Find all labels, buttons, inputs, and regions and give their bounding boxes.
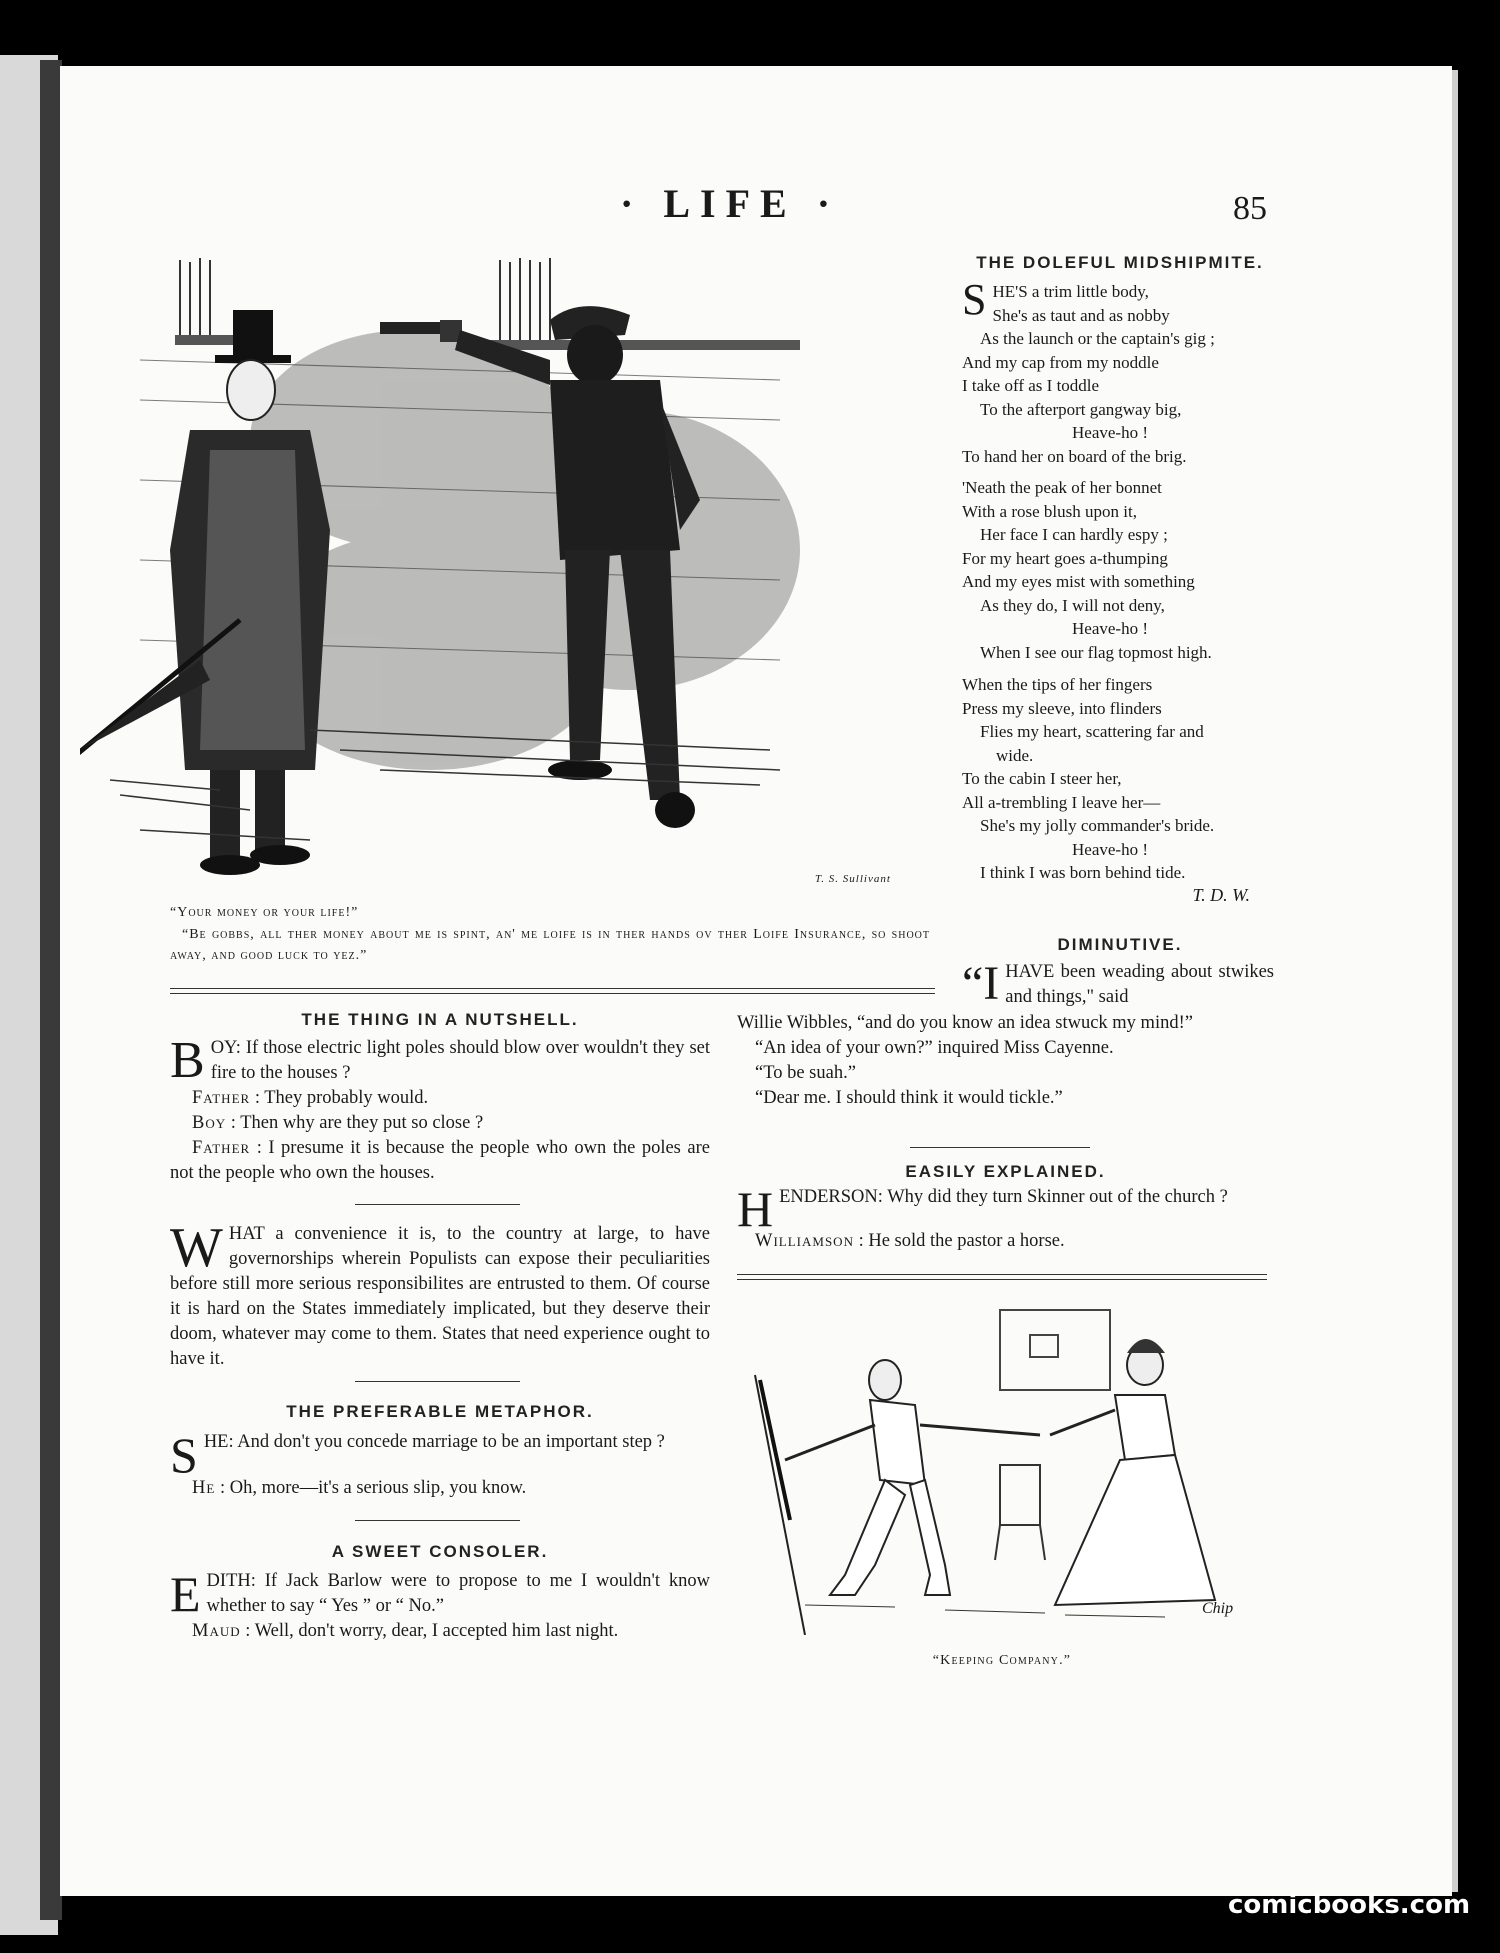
explained-text: HENDERSON: Why did they turn Skinner out of the church ? Williamson : He sold the pastor a horse. (737, 1181, 1228, 1251)
diminutive-title: DIMINUTIVE. (1057, 935, 1183, 954)
poem-signature: T. D. W. (1192, 885, 1250, 905)
robbery-illustration (80, 250, 950, 890)
consoler-text: EDITH: If Jack Barlow were to propose to me I wouldn't know whether to say “ Yes ” or “ No.” Maud : Well, don't worry, dear, I accepted him last night. (170, 1566, 710, 1641)
drop-cap: H (737, 1181, 774, 1237)
populists-text: WHAT a convenience it is, to the country at large, to have governorships wherein Populists can expose their peculiarities before still more serious responsibilites are entrusted to them. Of course it is hard on the States immediately implicated, but they deserve their doom, whatever may come to them. States that need experience ought to have it. (170, 1217, 710, 1369)
watermark: comicbooks.com (1228, 1890, 1471, 1920)
binding-edge (40, 60, 62, 1920)
section-divider (355, 1520, 520, 1521)
consoler-title: A SWEET CONSOLER. (331, 1542, 549, 1561)
drop-cap: S (962, 275, 987, 324)
explained-title: EASILY EXPLAINED. (905, 1162, 1106, 1181)
section-double-rule (170, 988, 935, 994)
nutshell-title: THE THING IN A NUTSHELL. (301, 1010, 579, 1029)
section-divider (355, 1204, 520, 1205)
drop-cap: B (170, 1032, 205, 1089)
drop-cap: “I (962, 957, 1000, 1010)
column-double-rule (737, 1274, 1267, 1280)
bottom-illustration-signature: Chip (1202, 1600, 1234, 1617)
page-number: 85 (1233, 190, 1267, 227)
diminutive-text: Willie Wibbles, “and do you know an idea stwuck my mind!” “An idea of your own?” inquired Miss Cayenne. “To be suah.” “Dear me. I should think it would tickle.” (737, 1013, 1193, 1108)
top-illustration-caption-line2: “Be gobbs, all ther money about me is spint, an' me loife is in ther hands ov ther Loife Insurance, so shoot away, and good luck to yez.” (170, 927, 930, 963)
nutshell-text: BOY: If those electric light poles should blow over wouldn't they set fire to the houses ? Father : They probably would. Boy : Then why are they put so close ? Father : I presume it is because the people who own the poles are not the people who own the houses. (170, 1032, 710, 1183)
poem-stanza-2: 'Neath the peak of her bonnet With a rose blush upon it, Her face I can hardly espy ; For my heart goes a-thumping And my eyes mist with something As they do, I will not deny, Heave-ho ! When I see our flag topmost high. (962, 478, 1212, 662)
section-divider (910, 1147, 1090, 1148)
diminutive-text-top: “IHAVE been weading about stwikes and things," said (962, 957, 1274, 1010)
poem-stanza-1: SHE'S a trim little body, She's as taut and as nobby As the launch or the captain's gig ; And my cap from my noddle I take off as I toddle To the afterport gangway big, Heave-ho ! To hand her on board of the brig. (962, 275, 1215, 466)
bottom-illustration-caption: “Keeping Company.” (932, 1653, 1072, 1668)
drop-cap: E (170, 1566, 201, 1622)
metaphor-text: SHE: And don't you concede marriage to be an important step ? He : Oh, more—it's a serious slip, you know. (170, 1427, 665, 1498)
section-divider (355, 1381, 520, 1382)
masthead: · LIFE · (620, 181, 841, 226)
poem-title: THE DOLEFUL MIDSHIPMITE. (976, 253, 1264, 272)
drop-cap: W (170, 1217, 223, 1279)
metaphor-title: THE PREFERABLE METAPHOR. (286, 1402, 594, 1421)
top-illustration-caption-line1: “Your money or your life!” (170, 905, 359, 920)
top-illustration-signature: T. S. Sullivant (815, 873, 891, 885)
poem-stanza-3: When the tips of her fingers Press my sleeve, into flinders Flies my heart, scattering far and wide. To the cabin I steer her, All a-trembling I leave her— She's my jolly commander's bride. Heave-ho ! I think I was born behind tide. (962, 675, 1215, 882)
drop-cap: S (170, 1427, 198, 1483)
keeping-company-illustration (745, 1295, 1265, 1635)
